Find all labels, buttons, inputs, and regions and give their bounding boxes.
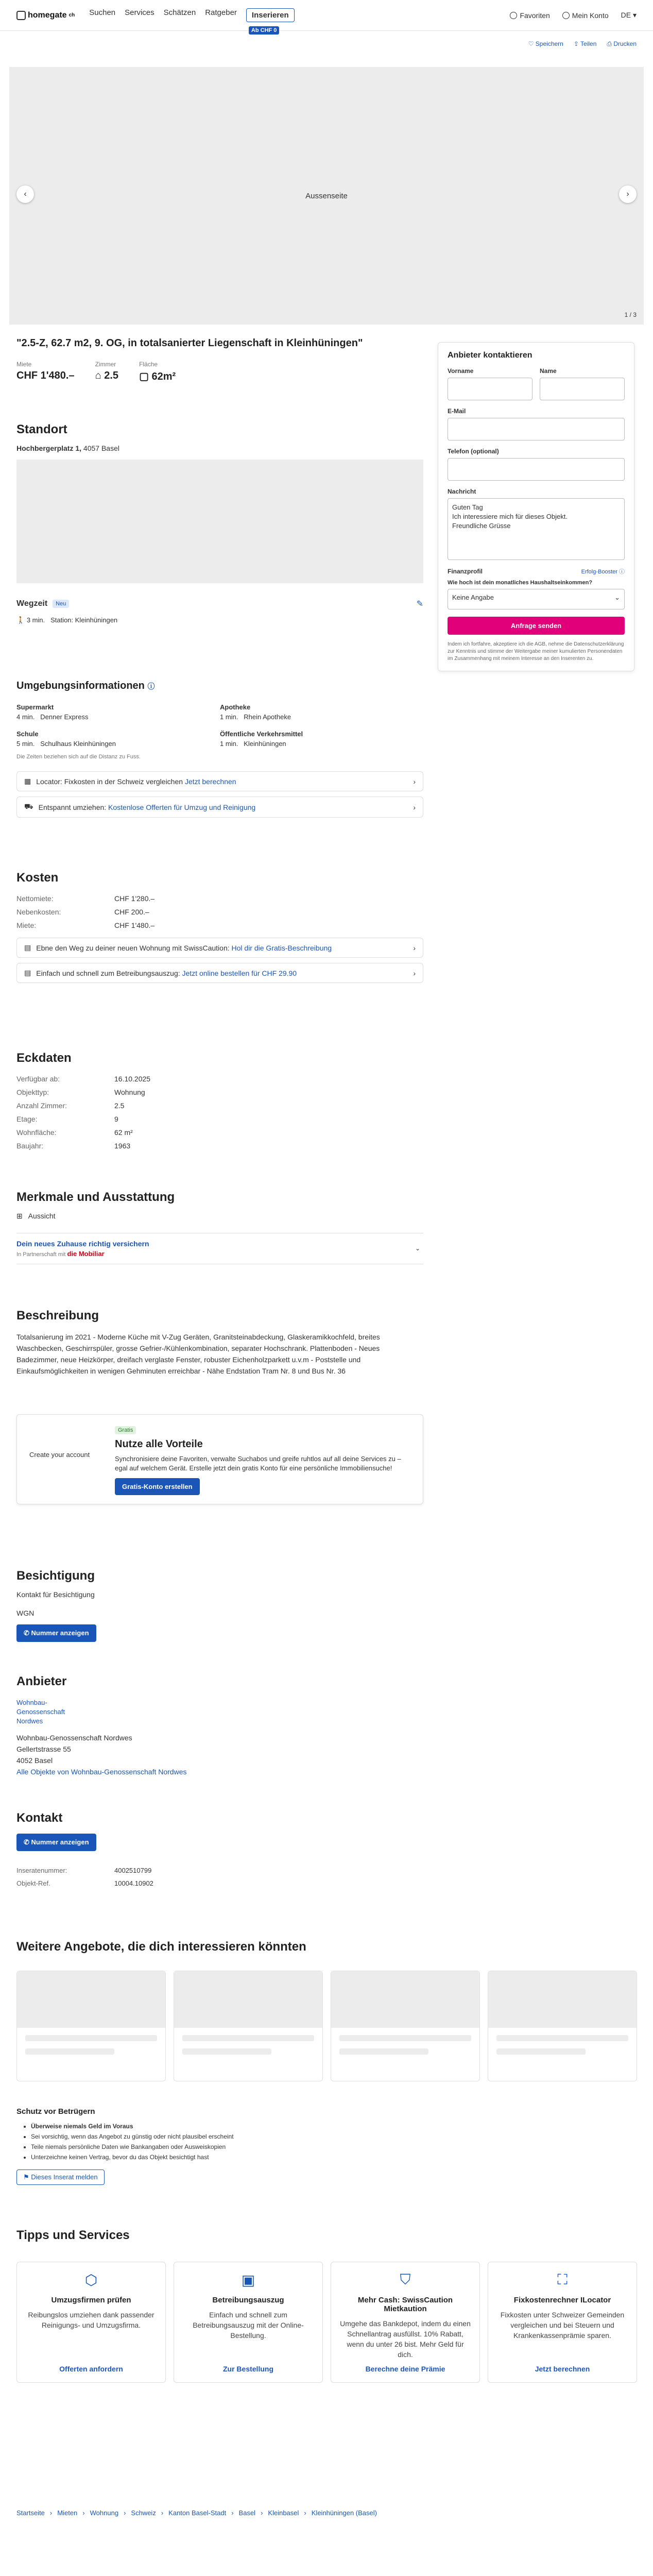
viewing-heading: Besichtigung [16, 1569, 95, 1583]
email-input[interactable] [448, 418, 625, 440]
swisscaution-link[interactable]: Hol dir die Gratis-Beschreibung [231, 943, 332, 952]
map-icon: ⛶ [557, 2272, 568, 2287]
account-link[interactable]: Mein Konto [562, 11, 609, 20]
surrounding-item: Apotheke 1 min. Rhein Apotheke [220, 703, 291, 721]
save-button[interactable]: ♡ Speichern [528, 40, 563, 47]
first-name-input[interactable] [448, 378, 532, 400]
truck-icon: ⛟ [24, 802, 33, 810]
insurance-promo[interactable]: Dein neues Zuhause richtig versichern In Partnerschaft mit die Mobiliar ⌄ [16, 1233, 423, 1264]
tip-card-swisscaution[interactable]: ⛉ Mehr Cash: SwissCaution Mietkaution Umgehe das Bankdepot, indem du einen Schnellantrag ausfüllst. 10% Rabatt, wenn du unter 26 bist. Mehr Geld für dich. Berechne deine Prämie [331, 2262, 480, 2383]
last-name-input[interactable] [540, 378, 625, 400]
mobiliar-logo: die Mobiliar [67, 1250, 105, 1258]
breadcrumb-item[interactable]: Kleinhüningen (Basel) [311, 2509, 377, 2517]
fraud-heading: Schutz vor Betrügern [16, 2107, 95, 2116]
gallery-counter: 1 / 3 [624, 311, 637, 318]
rooms-value: 2.5 [104, 370, 119, 381]
edit-icon[interactable]: ✎ [416, 600, 423, 608]
account-card-title: Nutze alle Vorteile [115, 1438, 203, 1450]
location-heading: Standort [16, 422, 67, 436]
chevron-right-icon: › [413, 943, 416, 952]
chevron-right-icon: › [413, 777, 416, 786]
door-icon: ⌂ [95, 370, 101, 381]
commute-label: Wegzeit [16, 599, 48, 608]
moving-promo[interactable]: ⛟ Entspannt umziehen: Kostenlose Offerten für Umzug und Reinigung › [16, 796, 423, 818]
tip-card-debt-extract[interactable]: ▣ Betreibungsauszug Einfach und schnell zum Betreibungsauszug mit der Online-Bestellung. Zur Bestellung [174, 2262, 323, 2383]
viewing-phone-button[interactable]: ✆ Nummer anzeigen [16, 1624, 96, 1642]
free-badge: Gratis [115, 1426, 136, 1434]
surrounding-item: Öffentliche Verkehrsmittel 1 min. Kleinhüningen [220, 730, 303, 748]
breadcrumb-item[interactable]: Basel [238, 2509, 256, 2517]
site-header [0, 0, 653, 31]
account-card: Create your account Gratis Nutze alle Vorteile Synchronisiere deine Favoriten, verwalte Suchabos und greife ruhtlos auf all deine Services zu – egal auf welchem Gerät. Erstelle jetzt dein gratis Konto für eine persönliche Immobiliensuche! Gratis-Konto erstellen [16, 1414, 423, 1504]
new-badge: Neu [53, 600, 69, 608]
phone-input[interactable] [448, 458, 625, 481]
document-icon: ▤ [24, 969, 31, 977]
breadcrumb: Startseite › Mieten › Wohnung › Schweiz › Kanton Basel-Stadt › Basel › Kleinbasel › Kleinhüningen (Basel) [16, 2509, 377, 2517]
commute-info: 🚶 3 min. Station: Kleinhüningen [16, 616, 118, 624]
gallery-prev-button[interactable] [16, 185, 34, 203]
logo[interactable]: homegate ch [16, 11, 75, 20]
flag-icon: ⚑ [23, 2173, 29, 2181]
locator-link[interactable]: Jetzt berechnen [184, 777, 236, 786]
keydata-heading: Eckdaten [16, 1051, 72, 1065]
provider-heading: Anbieter [16, 1674, 67, 1688]
surroundings-note: Die Zeiten beziehen sich auf die Distanz zu Fuss. [16, 754, 141, 760]
user-icon [562, 12, 570, 19]
action-bar [0, 31, 653, 57]
rooms-label: Zimmer [95, 361, 116, 368]
calculator-icon: ▦ [24, 777, 31, 785]
chevron-down-icon: ⌄ [614, 594, 620, 601]
breadcrumb-item[interactable]: Mieten [57, 2509, 78, 2517]
debt-extract-link[interactable]: Jetzt online bestellen für CHF 29.90 [182, 969, 297, 977]
submit-button[interactable]: Anfrage senden [448, 617, 625, 635]
rent-label: Miete [16, 361, 32, 368]
report-listing-button[interactable]: ⚑ Dieses Inserat melden [16, 2170, 105, 2185]
gallery-next-button[interactable] [619, 185, 637, 203]
moving-link[interactable]: Kostenlose Offerten für Umzug und Reinigung [108, 803, 256, 811]
area-icon: ▢ [139, 371, 149, 382]
debt-extract-promo[interactable]: ▤ Einfach und schnell zum Betreibungsauszug: Jetzt online bestellen für CHF 29.90 › [16, 963, 423, 983]
image-gallery[interactable] [9, 67, 644, 325]
offer-card-skeleton[interactable] [331, 1971, 480, 2081]
nav-suchen[interactable]: Suchen [89, 8, 116, 17]
tip-card-moving[interactable]: ⬡ Umzugsfirmen prüfen Reibungslos umziehen dank passender Reinigungs- und Umzugsfirma. Offerten anfordern [16, 2262, 166, 2383]
print-button[interactable]: ⎙ Drucken [607, 40, 637, 47]
breadcrumb-item[interactable]: Kanton Basel-Stadt [168, 2509, 227, 2517]
heart-icon [510, 12, 517, 19]
chevron-right-icon: › [413, 969, 416, 977]
language-select[interactable]: DE ▾ [621, 11, 637, 19]
feature-item: ⊞ Aussicht [16, 1212, 56, 1220]
info-icon[interactable]: ⓘ [147, 682, 155, 690]
phone-icon: ✆ [24, 1838, 29, 1846]
description-heading: Beschreibung [16, 1309, 99, 1323]
locator-promo[interactable]: ▦ Locator: Fixkosten in der Schweiz vergleichen Jetzt berechnen › [16, 771, 423, 791]
phone-icon: ✆ [24, 1629, 29, 1637]
breadcrumb-item[interactable]: Schweiz [131, 2509, 156, 2517]
breadcrumb-item[interactable]: Kleinbasel [268, 2509, 299, 2517]
surroundings-heading: Umgebungsinformationen ⓘ [16, 680, 155, 691]
view-icon: ⊞ [16, 1212, 23, 1220]
main-nav [89, 8, 294, 33]
chevron-down-icon: ⌄ [415, 1245, 420, 1252]
info-icon: ⓘ [619, 569, 625, 575]
message-textarea[interactable]: Guten Tag Ich interessiere mich für dieses Objekt. Freundliche Grüsse [448, 498, 625, 560]
listing-title: "2.5-Z, 62.7 m2, 9. OG, in totalsanierter Liegenschaft in Kleinhüningen" [16, 337, 363, 349]
offer-card-skeleton[interactable] [174, 1971, 323, 2081]
features-heading: Merkmale und Ausstattung [16, 1190, 175, 1204]
area-label: Fläche [139, 361, 158, 368]
contact-phone-button[interactable]: ✆ Nummer anzeigen [16, 1834, 96, 1851]
description-text: Totalsanierung im 2021 - Moderne Küche mit V-Zug Geräten, Granitsteinabdeckung, Glaskeramikkochfeld, breites Waschbecken, Geschirrspüler, grosse Gefrier-/Kühlenkombination, separater Hochschrank. Plattenboden - Neues Badezimmer, neue Heizkörper, dreifach verglaste Fenster, robuster Eichenholzparkett u.v.m - Poststelle und Einkaufsmöglichkeiten in wenigen Gehminuten erreichbar - Nähe Endstation Tram Nr. 8 und Bus Nr. 36 [16, 1333, 380, 1375]
surrounding-item: Supermarkt 4 min. Denner Express [16, 703, 89, 721]
tips-heading: Tipps und Services [16, 2228, 130, 2242]
rent-value: CHF 1'480.– [16, 370, 75, 381]
map-placeholder[interactable] [16, 460, 423, 583]
breadcrumb-item[interactable]: Wohnung [90, 2509, 119, 2517]
contact-heading: Kontakt [16, 1811, 63, 1825]
swisscaution-promo[interactable]: ▤ Ebne den Weg zu deiner neuen Wohnung mit SwissCaution: Hol dir die Gratis-Beschreibung › [16, 938, 423, 958]
income-select[interactable]: Keine Angabe ⌄ [448, 589, 625, 609]
nav-schaetzen[interactable]: Schätzen [163, 8, 196, 17]
logo-icon [16, 11, 26, 20]
nav-services[interactable]: Services [125, 8, 154, 17]
address: Hochbergerplatz 1, 4057 Basel [16, 444, 119, 452]
favorites-link[interactable]: Favoriten [510, 11, 549, 20]
chevron-left-icon: ‹ [24, 190, 27, 198]
provider-logo: Wohnbau-Genossenschaft Nordwes [16, 1699, 65, 1725]
finance-link[interactable]: Erfolg-Booster ⓘ [581, 569, 625, 575]
breadcrumb-item[interactable]: Startseite [16, 2509, 45, 2517]
shield-icon: ⛉ [400, 2272, 411, 2287]
area-value: 62m² [151, 371, 176, 382]
nav-ratgeber[interactable]: Ratgeber [205, 8, 237, 17]
share-button[interactable]: ⇪ Teilen [573, 40, 597, 47]
document-icon: ▤ [24, 943, 31, 952]
more-offers-heading: Weitere Angebote, die dich interessieren könnten [16, 1940, 306, 1954]
contact-form-heading: Anbieter kontaktieren [448, 351, 532, 360]
box-icon: ⬡ [84, 2272, 98, 2288]
offer-card-skeleton[interactable] [488, 1971, 637, 2081]
offer-card-skeleton[interactable] [16, 1971, 166, 2081]
walk-icon: 🚶 [16, 616, 25, 624]
contact-form: Anbieter kontaktieren Vorname Name E-Mail Telefon (optional) Nachricht Guten Tag Ich interessiere mich für dieses Objekt. Freundliche Grüsse Finanzprofil Erfolg-Booster ⓘ Wie hoch ist dein monatliches Haushaltseinkommen? Keine Angabe ⌄ Anfrage senden Indem ich fortfahre, akzeptiere ich die AGB, nehme die Datenschutzerklärung zur Kenntnis und stimme der Weitergabe meiner kumulierten Personendaten im Zusammenhang mit meinem Interesse an den Inserenten zu. [438, 342, 634, 671]
chevron-right-icon: › [413, 803, 416, 811]
legal-text: Indem ich fortfahre, akzeptiere ich die AGB, nehme die Datenschutzerklärung zur Kenntnis und stimme der Weitergabe meiner kumulierten Personendaten im Zusammenhang mit meinem Interesse an den Inserenten zu. [448, 641, 624, 662]
surrounding-item: Schule 5 min. Schulhaus Kleinhüningen [16, 730, 116, 748]
gallery-label: Aussenseite [305, 191, 348, 200]
tip-card-locator[interactable]: ⛶ Fixkostenrechner ILocator Fixkosten unter Schweizer Gemeinden vergleichen und bei Steuern und Krankenkassenprämie sparen. Jetzt berechnen [488, 2262, 637, 2383]
provider-objects-link[interactable]: Alle Objekte von Wohnbau-Genossenschaft Nordwes [16, 1768, 187, 1776]
insert-badge: Ab CHF 0 [249, 26, 280, 35]
chevron-right-icon: › [626, 190, 629, 198]
insert-button[interactable]: Inserieren Ab CHF 0 [246, 8, 295, 22]
costs-heading: Kosten [16, 871, 59, 885]
certificate-icon: ▣ [241, 2272, 255, 2288]
create-account-button[interactable]: Gratis-Konto erstellen [115, 1478, 200, 1495]
